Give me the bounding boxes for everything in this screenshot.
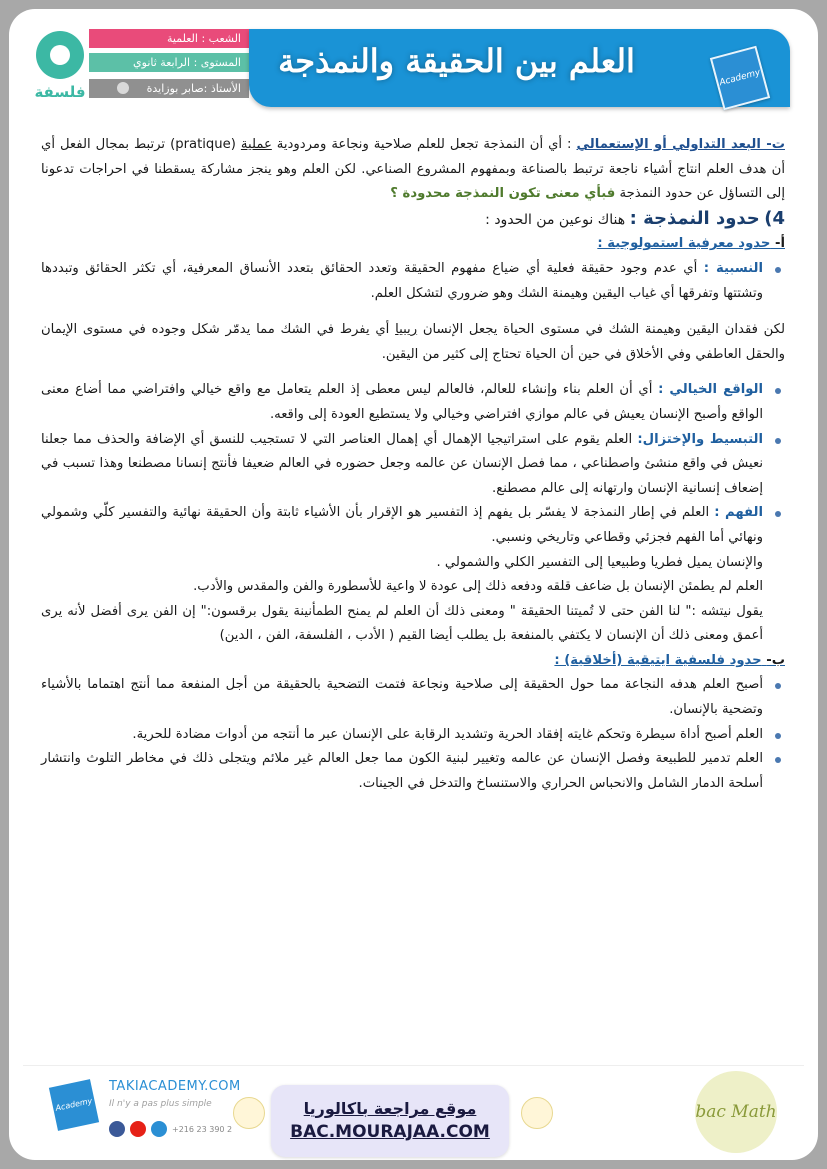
list-item <box>41 501 785 649</box>
subheading-b <box>41 649 785 674</box>
section-4-number: 4) <box>764 207 785 229</box>
skeptic-text-b: أي يفرط في الشك مما يدمّر شكل وجوده في مستوى الإيمان والحقل العاطفي وفي الأخلاق في حين أن الحياة تحتاج إلى كثير من اليقين. <box>41 322 785 362</box>
facebook-icon[interactable] <box>109 1121 125 1137</box>
document-page <box>9 9 818 1160</box>
skeptic-paragraph <box>41 318 785 367</box>
list-item <box>41 428 785 502</box>
academy-mini-badge: Academy <box>49 1079 99 1131</box>
takiacademy-footer-logo <box>53 1079 243 1149</box>
understanding-extra-1: والإنسان يميل فطريا وطبيعيا إلى التفسير الكلي والشمولي . <box>436 554 763 570</box>
subheading-b-title: حدود فلسفية ايتيقية (أخلاقية) : <box>554 652 762 668</box>
list-item <box>41 378 785 427</box>
relativism-label: النسبية : <box>703 260 763 276</box>
section-4-text: هناك نوعين من الحدود : <box>485 211 626 228</box>
relativism-list <box>41 257 785 306</box>
limits-list <box>41 378 785 649</box>
list-item <box>41 257 785 306</box>
list-item: أصبح العلم هدفه النجاعة مما حول الحقيقة إلى صلاحية ونجاعة فتمت التضحية بالحقيقة من أجل المنفعة مما أنتج اهتماما بالأشياء وتضحية بالإنسان. <box>41 673 785 722</box>
stamp-icon <box>233 1097 265 1129</box>
understanding-extra-3: يقول نيتشه :" لنا الفن حتى لا تُميتنا الحقيقة " ومعنى ذلك أن العلم لم يمنح الطمأنينة يقول برقسون:" إن الفن يرى أفضل لأنه يرى أعمق ومعنى ذلك أن الإنسان لا يكتفي بالمنفعة بل يطلب أيضا القيم ( الأدب ، الفلسفة، الفن ، الدين) <box>41 603 763 644</box>
teacher-tag <box>89 79 249 98</box>
branch-tag: الشعب : العلمية <box>89 29 249 48</box>
social-links <box>109 1121 232 1137</box>
intro-text-b: (pratique) ترتبط بمجال الفعل أي أن هدف العلم انتاج أشياء ناجعة ترتبط بالصناعة وبمفهوم المشروع الصناعي. لكن العلم وهو ينجز مشاركة يسقطنا في احراجات تدعونا إلى التساؤل عن حدود النمذجة <box>41 137 785 202</box>
list-item: العلم أصبح أداة سيطرة وتحكم غايته إفقاد الحرية وتشديد الرقابة على الإنسان عبر ما أنتجه من أدوات مضادة للحرية. <box>41 723 785 748</box>
simplification-text: العلم يقوم على استراتيجيا الإهمال أي إهمال العناصر التي لا تستجيب للنسق أي الإضافة والحذف مما جعلنا نعيش في واقع منشئ واصطناعي ، مما فصل الإنسان عن عالمه وجعل حضوره في العالم ضعيفا فأنتج إنسانا مصطنعا وهذا تسبب في إضعاف إنسانية الإنسان وارتهانه إلى عالم مصطنع. <box>41 431 763 496</box>
bac-math-logo: bac Math <box>695 1071 777 1153</box>
imaginary-reality-label: الواقع الخيالي : <box>658 382 764 398</box>
philosophy-logo <box>27 31 93 101</box>
intro-text-a: : أي أن النمذجة تجعل للعلم صلاحية ونجاعة ومردودية <box>276 137 572 152</box>
section-4-heading <box>41 207 785 233</box>
bac-site-url[interactable]: BAC.MOURAJAA.COM <box>290 1122 490 1142</box>
user-icon <box>117 82 129 94</box>
subheading-a-letter: أ- <box>775 236 785 252</box>
youtube-icon[interactable] <box>130 1121 146 1137</box>
phone-icon <box>151 1121 167 1137</box>
takiacademy-slogan: Il n'y a pas plus simple <box>109 1099 212 1109</box>
logo-word: فلسفة <box>34 83 86 101</box>
takiacademy-link[interactable]: TAKIACADEMY.COM <box>109 1079 241 1094</box>
skeptic-word-underlined: ريبيا <box>395 322 418 338</box>
ethics-list <box>41 673 785 796</box>
simplification-label: التبسيط والإختزال: <box>637 431 763 447</box>
subheading-b-letter: ب- <box>766 652 785 668</box>
lesson-content <box>41 133 785 796</box>
bac-site-title[interactable]: موقع مراجعة باكالوريا <box>303 1099 477 1118</box>
skeptic-text-a: لكن فقدان اليقين وهيمنة الشك في مستوى الحياة يجعل الإنسان <box>422 322 785 338</box>
intro-question: فبأي معنى تكون النمذجة محدودة ؟ <box>390 186 616 202</box>
understanding-label: الفهم : <box>714 505 763 521</box>
intro-word-underlined: عملية <box>240 137 272 152</box>
page-title: العلم بين الحقيقة والنمذجة <box>278 42 635 80</box>
stamp-icon <box>521 1097 553 1129</box>
teacher-label: الأستاذ :صابر بوزايدة <box>146 82 241 95</box>
understanding-text: العلم في إطار النمذجة لا يفسّر بل يفهم إذ التفسير هو الإقرار بأن الأشياء ثابتة وأن الحقيقة نهائية والتفسير كلّي وشمولي ونهائي أما الفهم فجزئي وقطاعي وتاريخي ونسبي. <box>41 505 763 545</box>
subheading-a <box>41 232 785 257</box>
footer-divider <box>23 1065 804 1066</box>
gear-bubble-icon <box>36 31 84 79</box>
intro-paragraph <box>41 133 785 207</box>
level-tag: المستوى : الرابعة ثانوي <box>89 53 249 72</box>
subheading-a-title: حدود معرفية استمولوجية : <box>597 236 771 252</box>
list-item: العلم تدمير للطبيعة وفصل الإنسان عن عالمه وتغيير لبنية الكون مما جعل العالم غير ملائم ويتجلى ذلك في مخاطر التلوث وانتشار أسلحة الدمار الشامل والانحباس الحراري والاستنساخ والتدخل في الجينات. <box>41 747 785 796</box>
section-4-title: حدود النمذجة : <box>629 207 760 229</box>
imaginary-reality-text: أي أن العلم بناء وإنشاء للعالم، فالعالم ليس معطى إذ العلم يتعامل مع واقع خيالي وافتراضي مما أضاع معنى الواقع وأصبح الإنسان يعيش في عالم موازي افتراضي وخيالي ولا يستطيع العودة إلى واقعه. <box>41 382 763 422</box>
title-banner <box>249 29 790 107</box>
intro-label: ت- البعد التداولي أو الإستعمالي <box>576 137 785 152</box>
academy-logo-badge: Academy <box>710 46 770 111</box>
understanding-extra-2: العلم لم يطمئن الإنسان بل ضاعف قلقه ودفعه ذلك إلى عودة لا واعية للأسطورة والفن والمقدس والأدب. <box>193 579 763 595</box>
bac-mouraja-card[interactable] <box>271 1085 509 1157</box>
phone-number: +216 23 390 2 <box>172 1124 233 1134</box>
relativism-text: أي عدم وجود حقيقة فعلية أي ضياع مفهوم الحقيقة وتعدد الحقائق بتعدد الأنساق المعرفية، أي تكثر الحقائق وتبددها وتشتتها وتفرقها أي غياب اليقين وهيمنة الشك وهو ضروري لتشكل العلم. <box>41 260 763 301</box>
